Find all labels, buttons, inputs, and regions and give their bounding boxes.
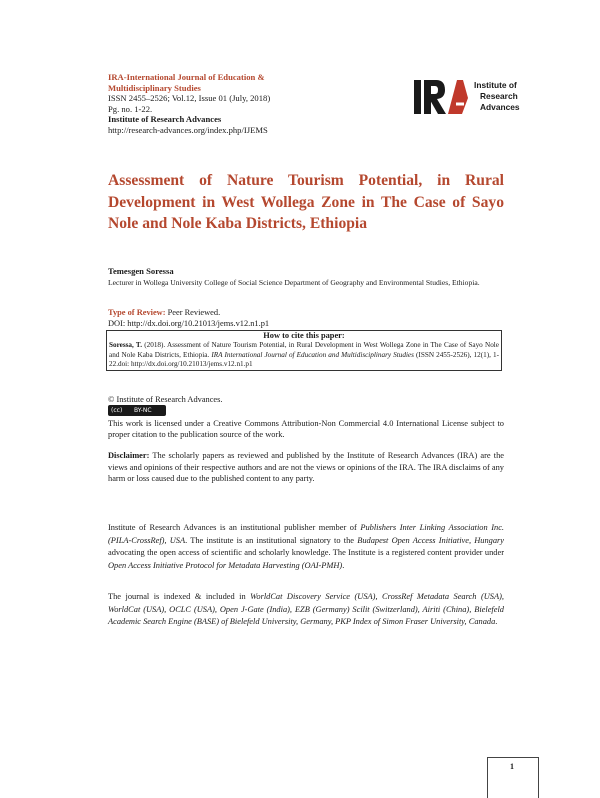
review-type [108, 308, 220, 317]
journal-url[interactable]: http://research-advances.org/index.php/IJEMS [108, 124, 268, 135]
disclaimer [108, 450, 504, 485]
ira-logo-mark [412, 76, 468, 118]
review-label: Type of Review: [108, 308, 166, 317]
citation-journal: IRA International Journal of Education and Multidisciplinary Studies [211, 350, 414, 359]
citation-text [109, 341, 499, 370]
article-title: Assessment of Nature Tourism Potential, in Rural Development in West Wollega Zone in The Case of Sayo Nole and Nole Kaba Districts, Ethiopia [108, 172, 504, 232]
citation-author: Soressa, T. [109, 341, 142, 349]
journal-issn: ISSN 2455–2526; Vol.12, Issue 01 (July, 2018) [108, 93, 271, 103]
article-doi[interactable]: DOI: http://dx.doi.org/10.21013/jems.v12.n1.p1 [108, 319, 270, 328]
disclaimer-label: Disclaimer: [108, 451, 150, 460]
indexing-paragraph: The journal is indexed & included in WorldCat Discovery Service (USA), CrossRef Metadata Search (USA), WorldCat (USA), OCLC (USA), Open J-Gate (India), EZB (Germany) Scilit (Switzerland), Airiti (China), Bielefeld Academic Search Engine (BASE) of Bielefeld University, Germany, PKP Index of Simon Fraser University, Canada. [108, 592, 504, 626]
logo-text-line2: Research [480, 91, 518, 101]
review-value: Peer Reviewed. [165, 308, 221, 317]
copyright-line: © Institute of Research Advances. [108, 395, 223, 404]
citation-part1: (2018). Assessment of Nature Tourism Potential, in Rural Development in West Wollega Zone in The Case of Sayo Nole and Nole Kaba Districts, Ethiopia. [109, 341, 499, 359]
citation-heading: How to cite this paper: [263, 331, 345, 340]
page-number: 1 [510, 762, 514, 771]
journal-pages: Pg. no. 1-22. [108, 103, 153, 114]
ira-logo-text [474, 80, 520, 113]
logo-text-line1: Institute of [474, 80, 517, 90]
journal-publisher: Institute of Research Advances [108, 114, 222, 124]
author-name: Temesgen Soressa [108, 266, 174, 276]
logo-text-line3: Advances [480, 102, 520, 112]
journal-name-line1: IRA-International Journal of Education & [108, 72, 265, 82]
citation-part2: (ISSN 2455-2526), 12(1), 1-22.doi: http://dx.doi.org/10.21013/jems.v12.n1.p1 [109, 350, 499, 369]
membership-paragraph: Institute of Research Advances is an institutional publisher member of Publishers Inter Linking Association Inc. (PILA-CrossRef), USA. The institute is an institutional signatory to the Budapest Open Access Initiative, Hungary advocating the open access of scientific and scholarly knowledge. The Institute is a registered content provider under Open Access Initiative Protocol for Metadata Harvesting (OAI-PMH). [108, 523, 505, 570]
disclaimer-text: The scholarly papers as reviewed and published by the Institute of Research Advances (IRA) are the views and opinions of their respective authors and are not the views or opinions of the IRA. The IRA disclaims of any harm or loss caused due to the published content to any party. [108, 451, 504, 483]
cc-badge-right: BY-NC [134, 407, 152, 414]
license-text: This work is licensed under a Creative Commons Attribution-Non Commercial 4.0 International License subject to proper citation to the publication source of the work. [108, 419, 504, 439]
journal-name-line2: Multidisciplinary Studies [108, 82, 201, 93]
cc-badge-left: (cc) [111, 407, 123, 414]
cc-license-badge[interactable] [108, 405, 166, 416]
author-affiliation: Lecturer in Wollega University College of Social Science Department of Geography and Environmental Studies, Ethiopia. [108, 278, 480, 287]
